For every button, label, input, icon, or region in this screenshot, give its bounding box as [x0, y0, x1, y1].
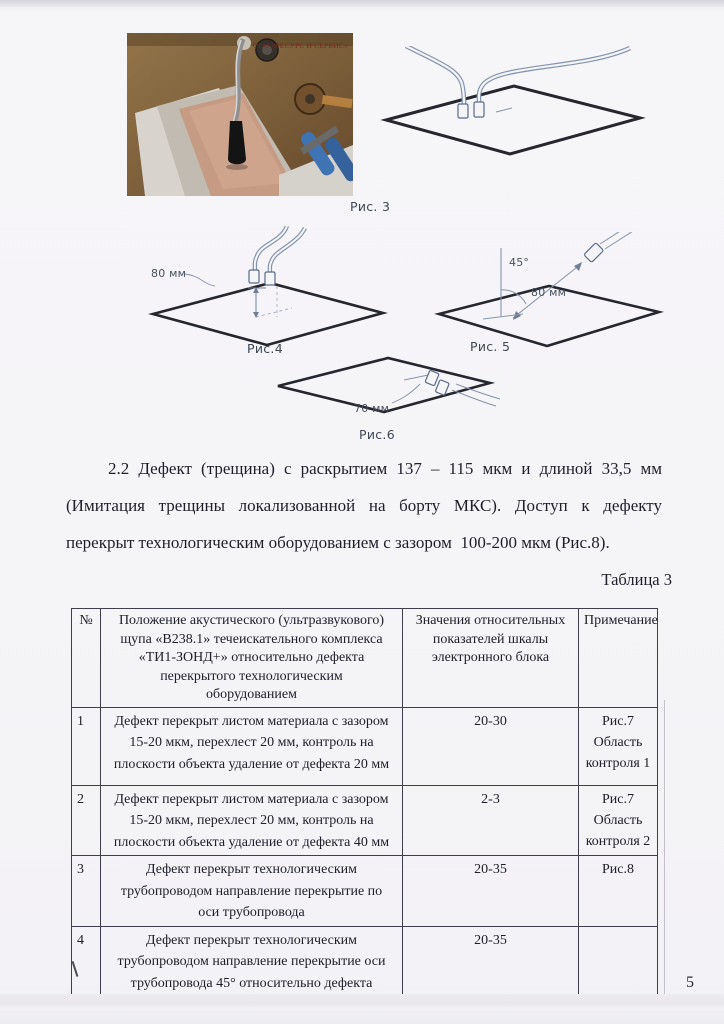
note-line: Область: [593, 734, 643, 750]
header-line: электронного блока: [431, 650, 550, 665]
plate-outline: [386, 86, 640, 154]
row-description: [101, 926, 403, 997]
probe-shadow: [226, 164, 248, 170]
angled-probe: [584, 243, 604, 263]
description-line: 15-20 мкм, перехлест 20 мм, контроль на: [129, 813, 374, 828]
header-line: оборудованием: [206, 687, 297, 702]
header-values: [403, 609, 579, 708]
fig6-distance-label: 70 мм: [354, 402, 390, 415]
row-num: 3: [72, 856, 101, 927]
description-line: трубопроводом направление перекрытие оси: [117, 954, 386, 969]
surface-mark: [496, 108, 512, 112]
paragraph-line: перекрыт технологическим оборудованием с зазором 100-200 мкм (Рис.8).: [66, 533, 610, 552]
note-line: контроля 1: [585, 755, 651, 771]
paragraph-line: 2.2 Дефект (трещина) с раскрытием 137 – 115 мкм и длиной 33,5 мм: [108, 459, 662, 478]
header-num: №: [72, 609, 101, 708]
description-line: трубопроводом направление перекрытие по: [120, 883, 383, 899]
note-line: Рис.7: [602, 713, 634, 729]
height-measure: [248, 287, 266, 318]
row-description: [101, 856, 403, 927]
scan-paper-edge-line: [664, 700, 665, 1006]
description-line: 15-20 мкм, перехлест 20 мм, контроль на: [129, 735, 374, 750]
header-line: «ТИ1-ЗОНД+» относительно дефекта: [138, 650, 365, 665]
test-bench-photo: [127, 33, 353, 196]
table-3-caption: Таблица 3: [601, 570, 672, 589]
figure-6-caption: Рис.6: [359, 427, 395, 442]
note-line: контроля 2: [585, 833, 651, 849]
table-row: [72, 856, 658, 927]
row-value: 20-35: [403, 856, 579, 927]
scan-bottom-edge: [0, 994, 724, 1010]
header-line: щупа «В238.1» течеискательного комплекса: [120, 631, 383, 647]
photo-watermark: ООО «РЕСУРС И СЕРВИС»: [252, 41, 348, 50]
row-note: [579, 926, 658, 997]
figure-5-caption: Рис. 5: [470, 339, 511, 354]
header-line: перекрытого технологическим: [160, 668, 343, 684]
description-line: трубопровода 45° относительно дефекта: [130, 975, 373, 991]
description-line: оси трубопровода: [198, 905, 305, 920]
row-note: [579, 707, 658, 785]
note-line: Рис.8: [602, 862, 634, 877]
row-note: [579, 785, 658, 856]
row-description: [101, 707, 403, 785]
header-position: [101, 609, 403, 708]
section-2-2-paragraph: [66, 450, 662, 561]
description-line: Дефект перекрыт листом материала с зазором: [114, 791, 389, 807]
figure-6-diagram: [268, 350, 508, 422]
page-number: 5: [686, 974, 694, 991]
dashed-guides: [256, 286, 292, 317]
lying-probes: [423, 370, 451, 395]
grinder-wheel-hub: [305, 94, 315, 104]
table-header-row: [72, 609, 658, 708]
label-leader: [185, 274, 215, 286]
figure-4-caption: Рис.4: [247, 341, 283, 356]
row-num: 1: [72, 707, 101, 785]
row-note: [579, 856, 658, 927]
table-3: [71, 608, 658, 997]
figure-5-diagram: [433, 232, 665, 350]
row-num: 4: [72, 926, 101, 997]
fig5-angle-label: 45°: [509, 256, 530, 269]
fig5-distance-label: 80 мм: [531, 286, 567, 299]
probe-tip-right: [265, 272, 275, 285]
paragraph-line: (Имитация трещины локализованной на борту МКС). Доступ к дефекту: [66, 496, 662, 515]
figure-3-diagram: [378, 46, 650, 198]
probe-cables: [255, 226, 305, 272]
row-value: 2-3: [403, 785, 579, 856]
probe-cables: [406, 46, 630, 104]
row-num: 2: [72, 785, 101, 856]
note-line: Область: [593, 812, 643, 828]
note-line: Рис.7: [602, 791, 634, 807]
probe-cables: [600, 232, 633, 249]
description-line: Дефект перекрыт листом материала с зазором: [114, 713, 389, 729]
figure-3-caption: Рис. 3: [350, 199, 391, 214]
scan-top-edge: [0, 0, 724, 7]
description-line: Дефект перекрыт технологическим: [145, 862, 358, 877]
description-line: плоскости объекта удаление от дефекта 20 мм: [113, 756, 390, 772]
row-description: [101, 785, 403, 856]
description-line: плоскости объекта удаление от дефекта 40 мм: [113, 834, 390, 850]
header-line: Значения относительных: [415, 613, 566, 628]
fig4-distance-label: 80 мм: [151, 267, 187, 280]
table-row: [72, 785, 658, 856]
header-note: Примечание: [579, 609, 658, 708]
probe-tip-left: [249, 270, 259, 283]
row-value: 20-30: [403, 707, 579, 785]
table-row: [72, 926, 658, 997]
probe-tip-left: [458, 104, 468, 118]
table-row: [72, 707, 658, 785]
header-line: Положение акустического (ультразвукового): [118, 613, 385, 628]
row-value: 20-35: [403, 926, 579, 997]
label-leader: [392, 384, 420, 403]
probe-tip-right: [474, 102, 484, 117]
header-line: показателей шкалы: [432, 631, 549, 647]
figure-4-diagram: [145, 226, 390, 346]
description-line: Дефект перекрыт технологическим: [145, 932, 358, 948]
